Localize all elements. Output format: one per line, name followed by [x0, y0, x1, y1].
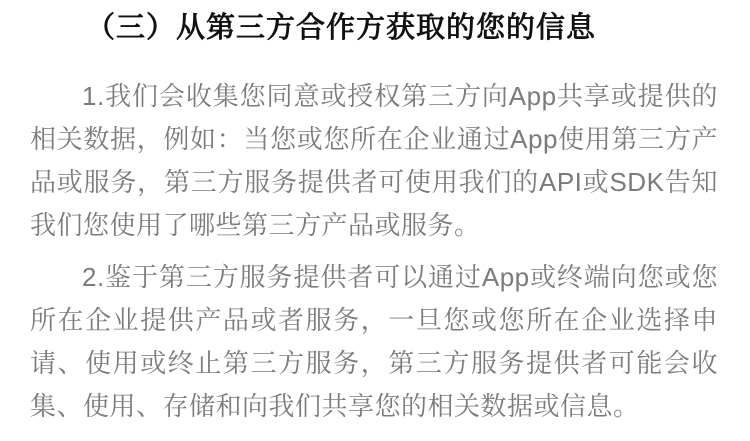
section-heading: （三）从第三方合作方获取的您的信息 — [86, 12, 597, 44]
section-paragraph-2: 2.鉴于第三方服务提供者可以通过App或终端向您或您所在企业提供产品或者服务，一旦您或您所在企业选择申请、使用或终止第三方服务，第三方服务提供者可能会收集、使用、存储和向我们共享您的相关数据或信息。 — [30, 262, 718, 421]
section-paragraph-1: 1.我们会收集您同意或授权第三方向App共享或提供的相关数据，例如：当您或您所在企业通过App使用第三方产品或服务，第三方服务提供者可使用我们的API或SDK告知我们您使用了哪些第三方产品或服务。 — [30, 81, 718, 240]
